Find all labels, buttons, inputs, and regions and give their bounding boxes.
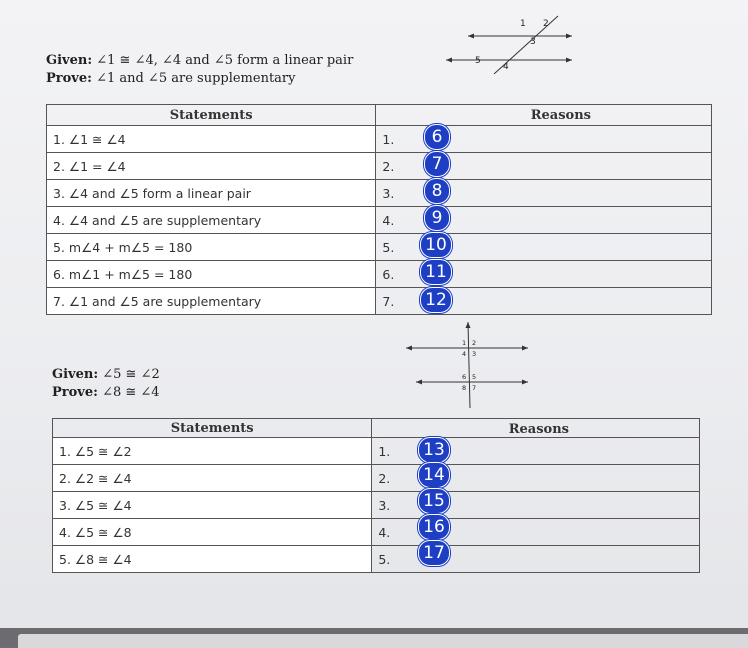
proof1-statement-5: 5. m∠4 + m∠5 = 180 [47,234,376,261]
proof1-reasons-header: Reasons [376,105,712,126]
proof2-prove [52,384,160,402]
proof2-header-row [53,419,700,438]
proof2-statements-header: Statements [53,419,372,438]
question-badge-12[interactable]: 12 [420,287,452,313]
proof1-prove-text: ∠1 and ∠5 are supplementary [96,71,296,86]
proof1-row-5 [47,234,712,261]
proof2-statement-2: 2. ∠2 ≅ ∠4 [53,465,372,492]
desk-background [0,628,748,646]
proof2-row-1 [53,438,700,465]
proof1-prove [46,70,353,88]
proof2-given-prove [52,366,160,402]
proof1-table [46,104,712,315]
diagram2-label-1: 1 [462,339,467,347]
proof2-given-text: ∠5 ≅ ∠2 [102,367,160,382]
question-badge-8[interactable]: 8 [424,178,450,204]
proof1-statement-2: 2. ∠1 = ∠4 [47,153,376,180]
proof1-given-prove [46,52,353,88]
question-badge-14[interactable]: 14 [418,462,450,488]
proof1-statement-3: 3. ∠4 and ∠5 form a linear pair [47,180,376,207]
diagram2-label-2: 2 [472,339,477,347]
proof1-row-1 [47,126,712,153]
proof2-table [52,418,700,573]
proof1-row-6 [47,261,712,288]
proof2-reason-num-5: 5. [378,551,391,567]
question-badge-9[interactable]: 9 [424,205,450,231]
diagram2-label-4: 4 [462,350,467,358]
proof1-reason-num-1: 1. [382,131,395,147]
diagram2-label-8: 8 [462,384,467,392]
proof2-row-4 [53,519,700,546]
proof2-reason-num-1: 1. [378,443,391,459]
proof1-reason-num-7: 7. [382,293,395,309]
diagram1-label-1: 1 [520,19,526,29]
proof1-statement-4: 4. ∠4 and ∠5 are supplementary [47,207,376,234]
diagram2-label-7: 7 [472,384,477,392]
proof1-given-label: Given: [46,53,93,68]
proof2-statement-3: 3. ∠5 ≅ ∠4 [53,492,372,519]
proof2-row-2 [53,465,700,492]
proof1-reason-num-3: 3. [382,185,395,201]
proof1-given [46,52,353,70]
diagram-parallel-lines-1 [440,10,580,74]
diagram1-label-4: 4 [503,62,509,72]
question-badge-11[interactable]: 11 [420,259,452,285]
proof1-row-2 [47,153,712,180]
question-badge-10[interactable]: 10 [420,232,452,258]
proof1-row-7 [47,288,712,315]
proof2-reasons-header: Reasons [372,419,700,438]
question-badge-17[interactable]: 17 [418,540,450,566]
diagram1-label-2: 2 [543,19,549,29]
proof2-prove-label: Prove: [52,385,98,400]
proof1-statement-1: 1. ∠1 ≅ ∠4 [47,126,376,153]
proof1-statement-7: 7. ∠1 and ∠5 are supplementary [47,288,376,315]
proof1-reason-num-2: 2. [382,158,395,174]
proof1-row-3 [47,180,712,207]
diagram2-label-3: 3 [472,350,477,358]
proof2-statement-4: 4. ∠5 ≅ ∠8 [53,519,372,546]
question-badge-15[interactable]: 15 [418,488,450,514]
proof2-row-5 [53,546,700,573]
proof2-statement-5: 5. ∠8 ≅ ∠4 [53,546,372,573]
question-badge-6[interactable]: 6 [424,124,450,150]
proof1-statement-6: 6. m∠1 + m∠5 = 180 [47,261,376,288]
diagram1-label-5: 5 [475,56,481,66]
proof2-reason-num-4: 4. [378,524,391,540]
proof2-reason-num-3: 3. [378,497,391,513]
proof2-row-3 [53,492,700,519]
proof2-prove-text: ∠8 ≅ ∠4 [102,385,160,400]
proof2-reason-num-2: 2. [378,470,391,486]
question-badge-16[interactable]: 16 [418,514,450,540]
proof2-given [52,366,160,384]
proof1-statements-header: Statements [47,105,376,126]
proof1-reason-num-4: 4. [382,212,395,228]
proof1-prove-label: Prove: [46,71,92,86]
proof1-reason-num-6: 6. [382,266,395,282]
proof1-header-row [47,105,712,126]
diagram-parallel-lines-2 [400,318,534,408]
question-badge-13[interactable]: 13 [418,437,450,463]
proof1-given-text: ∠1 ≅ ∠4, ∠4 and ∠5 form a linear pair [96,53,354,68]
diagram1-label-3: 3 [530,37,536,47]
diagram2-label-5: 5 [472,373,477,381]
proof2-given-label: Given: [52,367,99,382]
question-badge-7[interactable]: 7 [424,151,450,177]
proof1-row-4 [47,207,712,234]
diagram2-label-6: 6 [462,373,467,381]
proof2-statement-1: 1. ∠5 ≅ ∠2 [53,438,372,465]
proof1-reason-num-5: 5. [382,239,395,255]
